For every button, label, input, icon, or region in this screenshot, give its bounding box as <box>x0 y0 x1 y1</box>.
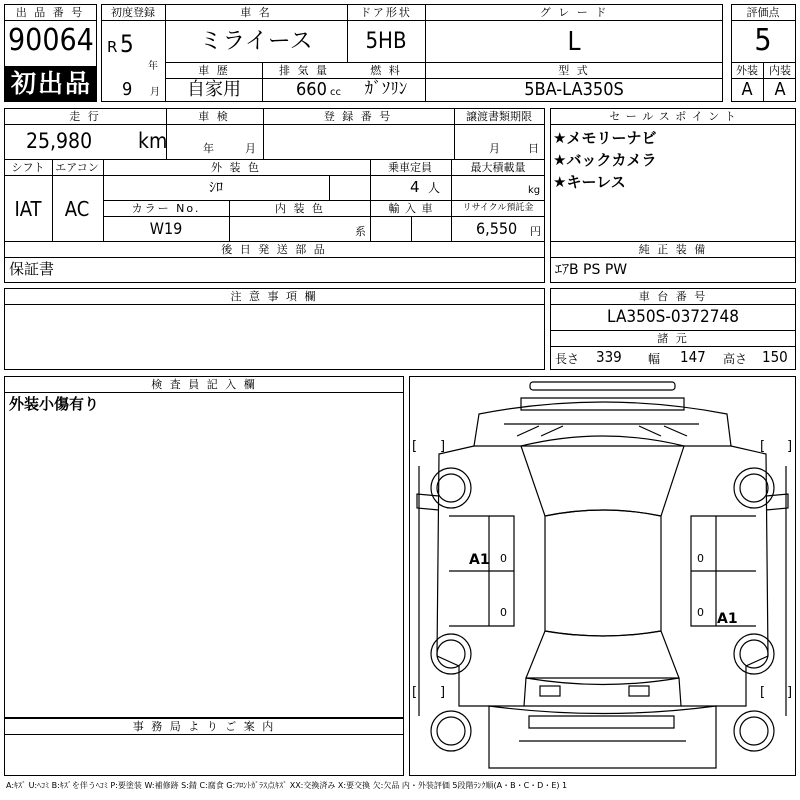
grade-label: グ レ ー ド <box>539 6 609 19</box>
import-label: 輸 入 車 <box>388 202 434 215</box>
zero-mark: 0 <box>697 606 704 619</box>
history-label: 車 歴 <box>198 64 230 77</box>
later-parts: 保証書 <box>9 260 55 278</box>
displacement-unit: cc <box>330 87 341 98</box>
inspector-label: 検 査 員 記 入 欄 <box>151 378 257 391</box>
doc-day-unit: 日 <box>528 142 539 155</box>
doc-month-unit: 月 <box>489 142 500 155</box>
lot-number: 90064 <box>8 23 94 58</box>
first-listing-text: 初出品 <box>11 69 93 98</box>
bracket-close: ] <box>787 439 793 454</box>
bracket-open: [ <box>760 685 766 700</box>
score-label: 評価点 <box>746 6 780 19</box>
recycle-label: リサイクル預託金 <box>462 203 534 213</box>
reg-month: 9 <box>122 79 133 100</box>
width-label: 幅 <box>648 352 661 366</box>
length-label: 長さ <box>555 352 580 366</box>
car-diagram <box>409 376 796 776</box>
capacity-unit: 人 <box>428 181 441 195</box>
inspector-box <box>4 376 404 718</box>
recycle-unit: 円 <box>530 225 541 238</box>
model-label: 型 式 <box>558 64 590 77</box>
recycle-fee: 6,550 <box>476 219 518 238</box>
equipment-label: 純 正 装 備 <box>638 243 708 256</box>
door-type: 5HB <box>365 29 407 54</box>
bracket-open: [ <box>412 439 418 454</box>
bracket-open: [ <box>412 685 418 700</box>
legend: A:ｷｽﾞ U:ﾍｺﾐ B:ｷｽﾞを伴うﾍｺﾐ P:要塗装 W:補修跡 S:錆 C:腐食 G:ﾌﾛﾝﾄｶﾞﾗｽ点ｷｽﾞ XX:交換済み X:要交換 欠:欠品 内・外装評価 5段階ﾗﾝｸ順(A・B・C・D・E) 1 <box>6 781 568 790</box>
inspection-year-unit: 年 <box>203 142 214 155</box>
lot-number-label: 出 品 番 号 <box>15 6 85 19</box>
mileage-label: 走 行 <box>69 110 101 123</box>
load-label: 最大積載量 <box>470 161 526 174</box>
dims-label: 諸 元 <box>657 332 689 345</box>
equipment-value: ｴｱB PS PW <box>555 262 628 278</box>
bracket-open: [ <box>760 439 766 454</box>
sales-point-item: ★メモリーナビ <box>553 129 657 147</box>
exterior-label: 外装 <box>736 64 758 77</box>
displacement: 660 <box>296 79 327 100</box>
color-no-label: カラー No. <box>131 202 201 215</box>
history: 自家用 <box>187 79 241 100</box>
shift-label: シフト <box>11 161 45 174</box>
score: 5 <box>754 23 772 58</box>
interior-grade: A <box>774 79 786 100</box>
interior-label: 内装 <box>769 64 791 77</box>
office-label: 事 務 局 よ り ご 案 内 <box>132 720 276 733</box>
later-parts-label: 後 日 発 送 部 品 <box>221 243 327 256</box>
model-code: 5BA-LA350S <box>524 79 624 100</box>
year-unit: 年 <box>148 61 158 72</box>
inspection-month-unit: 月 <box>245 142 256 155</box>
sales-point-item: ★バックカメラ <box>553 151 657 169</box>
plate-label: 登 録 番 号 <box>323 110 393 123</box>
fuel: ｶﾞｿﾘﾝ <box>364 79 408 99</box>
displacement-label: 排 気 量 <box>279 64 329 77</box>
ac: AC <box>64 197 90 221</box>
damage-marker: A1 <box>717 611 738 627</box>
mileage: 25,980 <box>26 129 93 153</box>
height-label: 高さ <box>723 352 748 366</box>
first-reg-label: 初度登録 <box>111 6 155 19</box>
width: 147 <box>680 348 706 366</box>
int-color-label: 内 装 色 <box>275 202 325 215</box>
bracket-close: ] <box>787 685 793 700</box>
sales-points-label: セ ー ル ス ポ イ ン ト <box>609 110 737 123</box>
exterior-grade: A <box>741 79 753 100</box>
color-no: W19 <box>149 219 183 238</box>
grade: L <box>567 27 581 57</box>
first-listing-badge <box>5 66 96 101</box>
zero-mark: 0 <box>697 552 704 565</box>
capacity-label: 乗車定員 <box>388 161 432 174</box>
ext-color-label: 外 装 色 <box>211 161 261 174</box>
car-name-label: 車 名 <box>240 6 272 19</box>
doc-deadline-label: 譲渡書類期限 <box>466 110 532 123</box>
fuel-label: 燃 料 <box>370 64 402 77</box>
ac-label: エアコン <box>55 161 99 174</box>
inspection-label: 車 検 <box>198 110 230 123</box>
bracket-close: ] <box>440 685 446 700</box>
notes-label: 注 意 事 項 欄 <box>230 290 318 303</box>
length: 339 <box>596 348 622 366</box>
car-name: ミライース <box>199 28 313 54</box>
inspector-comment: 外装小傷有り <box>9 395 100 413</box>
capacity: 4 <box>410 178 420 196</box>
damage-marker: A1 <box>469 552 490 568</box>
era: R <box>107 38 118 56</box>
height: 150 <box>762 348 788 366</box>
ext-color: ｼﾛ <box>209 180 223 196</box>
zero-mark: 0 <box>500 606 507 619</box>
bracket-close: ] <box>440 439 446 454</box>
sales-point-item: ★キーレス <box>553 173 626 191</box>
reg-year: 5 <box>120 30 134 58</box>
int-color-unit: 系 <box>355 225 366 238</box>
month-unit: 月 <box>150 87 160 98</box>
zero-mark: 0 <box>500 552 507 565</box>
door-label: ドア形状 <box>360 6 412 19</box>
load-unit: kg <box>528 185 541 196</box>
chassis-number: LA350S-0372748 <box>607 307 739 327</box>
chassis-label: 車 台 番 号 <box>638 290 708 303</box>
mileage-unit: km <box>138 129 168 153</box>
shift: IAT <box>14 197 42 221</box>
